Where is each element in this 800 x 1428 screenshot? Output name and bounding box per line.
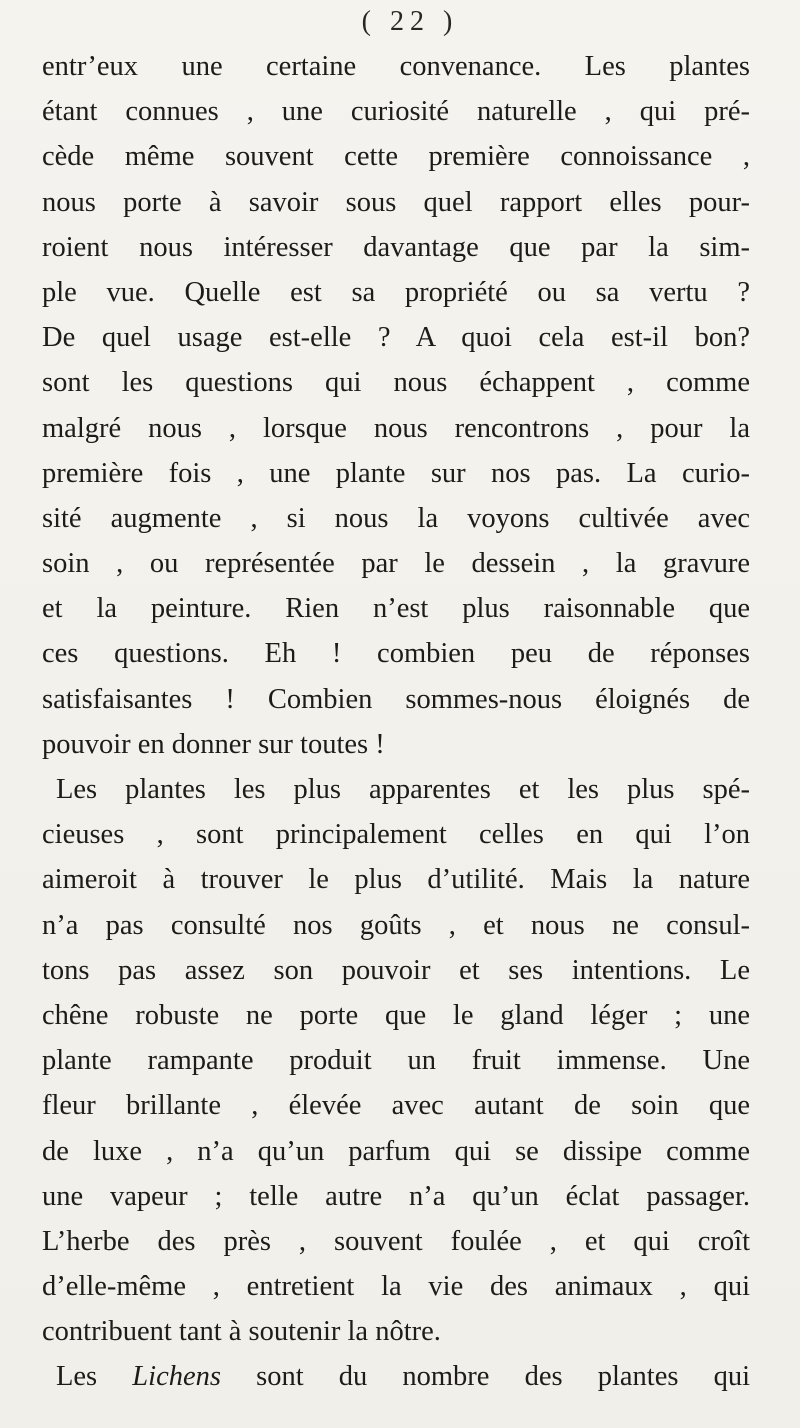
text-line: et la peinture. Rien n’est plus raisonnable que: [42, 593, 750, 625]
text-line: sité augmente , si nous la voyons cultivée avec: [42, 502, 750, 534]
text-line: cède même souvent cette première connoissance ,: [42, 141, 750, 173]
text-line: roient nous intéresser davantage que par la sim-: [42, 231, 750, 263]
text-line: sont les questions qui nous échappent , comme: [42, 367, 750, 399]
text-line: aimeroit à trouver le plus d’utilité. Mais la nature: [42, 864, 750, 896]
text-run: Les: [56, 1361, 98, 1393]
text-run: sont du nombre des plantes qui: [256, 1361, 750, 1393]
text-line: ple vue. Quelle est sa propriété ou sa vertu ?: [42, 276, 750, 308]
text-line: [42, 1354, 750, 1399]
paragraph-1: [42, 44, 750, 767]
italic-term: Lichens: [132, 1361, 221, 1393]
text-line: nous porte à savoir sous quel rapport elles pour-: [42, 186, 750, 218]
text-line: d’elle-même , entretient la vie des animaux , qui: [42, 1271, 750, 1303]
text-line: pouvoir en donner sur toutes !: [42, 728, 385, 760]
paragraph-2: [42, 767, 750, 1354]
text-line: Les plantes les plus apparentes et les plus spé-: [56, 774, 750, 805]
text-line: première fois , une plante sur nos pas. La curio-: [42, 457, 750, 489]
text-line: contribuent tant à soutenir la nôtre.: [42, 1316, 441, 1348]
text-line: tons pas assez son pouvoir et ses intentions. Le: [42, 954, 750, 986]
paragraph-3: [42, 1354, 750, 1399]
text-line: plante rampante produit un fruit immense. Une: [42, 1045, 750, 1077]
text-line: chêne robuste ne porte que le gland léger ; une: [42, 999, 750, 1031]
body-text: [42, 44, 750, 1400]
text-line: entr’eux une certaine convenance. Les plantes: [42, 51, 750, 82]
page-number: ( 22 ): [361, 6, 459, 37]
text-line: L’herbe des près , souvent foulée , et qui croît: [42, 1225, 750, 1257]
text-line: étant connues , une curiosité naturelle , qui pré-: [42, 96, 750, 128]
text-line: cieuses , sont principalement celles en qui l’on: [42, 819, 750, 851]
text-line: ces questions. Eh ! combien peu de réponses: [42, 638, 750, 670]
text-line: de luxe , n’a qu’un parfum qui se dissipe comme: [42, 1135, 750, 1167]
text-line: malgré nous , lorsque nous rencontrons , pour la: [42, 412, 750, 444]
text-line: De quel usage est-elle ? A quoi cela est-il bon?: [42, 322, 750, 354]
text-line: fleur brillante , élevée avec autant de soin que: [42, 1090, 750, 1122]
text-line: n’a pas consulté nos goûts , et nous ne consul-: [42, 909, 750, 941]
text-line: soin , ou représentée par le dessein , la gravure: [42, 548, 750, 580]
text-line: satisfaisantes ! Combien sommes-nous éloignés de: [42, 683, 750, 715]
text-line: une vapeur ; telle autre n’a qu’un éclat passager.: [42, 1180, 750, 1212]
